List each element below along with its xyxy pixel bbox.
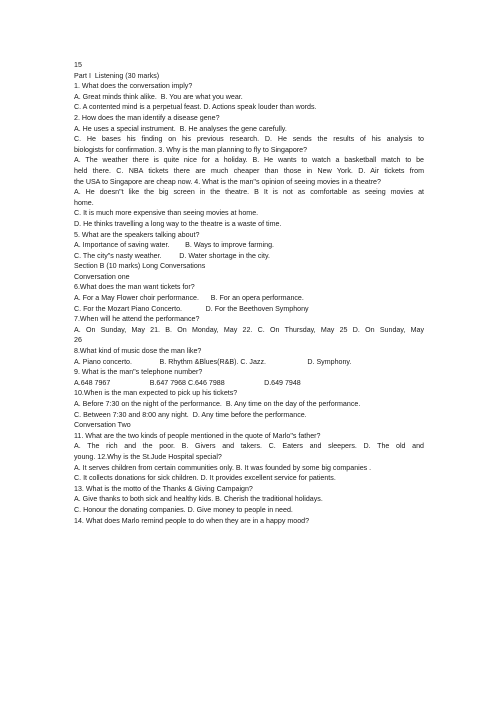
q7-options: A. On Sunday, May 21. B. On Monday, May 22. C. On Thursday, May 25 D. On Sunday, May — [74, 325, 424, 334]
part-heading: Part I Listening (30 marks) — [74, 71, 160, 80]
q10-options-cd: C. Between 7:30 and 8:00 any night. D. Any time before the performance. — [74, 410, 307, 419]
q9-options: A.648 7967 B.647 7968 C.646 7988 D.649 7948 — [74, 378, 301, 387]
question-5: 5. What are the speakers talking about? — [74, 230, 200, 239]
question-8: 8.What kind of music dose the man like? — [74, 347, 202, 356]
q8-options: A. Piano concerto. B. Rhythm &Blues(R&B). C. Jazz. D. Symphony. — [74, 357, 352, 366]
q1-options-ab: A. Great minds think alike. B. You are what you wear. — [74, 92, 243, 101]
q6-options-ab: A. For a May Flower choir performance. B. For an opera performance. — [74, 294, 304, 303]
page-number: 15 — [74, 61, 82, 69]
q7-options-end: 26 — [74, 336, 82, 345]
question-13: 13. What is the motto of the Thanks & Giving Campaign? — [74, 484, 253, 493]
q2-options-cd: C. He bases his finding on his previous research. D. He sends the results of his analysis to — [74, 135, 424, 144]
section-b-heading: Section B (10 marks) Long Conversations — [74, 262, 206, 271]
q5-options-ab: A. Importance of saving water. B. Ways to improve farming. — [74, 241, 275, 250]
document-body — [74, 60, 424, 526]
q11-options: A. The rich and the poor. B. Givers and takers. C. Eaters and sleepers. D. The old and — [74, 442, 424, 451]
question-11: 11. What are the two kinds of people mentioned in the quote of Marlo"s father? — [74, 431, 321, 440]
q4-option-c: C. It is much more expensive than seeing movies at home. — [74, 209, 259, 218]
q6-options-cd: C. For the Mozart Piano Concerto. D. For the Beethoven Symphony — [74, 304, 309, 313]
q4-option-b-end: home. — [74, 198, 94, 207]
conversation-two-heading: Conversation Two — [74, 421, 131, 430]
q2-options-ab: A. He uses a special instrument. B. He analyses the gene carefully. — [74, 124, 287, 133]
q10-options-ab: A. Before 7:30 on the night of the performance. B. Any time on the day of the performance. — [74, 400, 361, 408]
question-6: 6.What does the man want tickets for? — [74, 283, 195, 292]
q4-options-ab: A. He doesn"t like the big screen in the theatre. B It is not as comfortable as seeing movies at — [74, 188, 424, 197]
conversation-one-heading: Conversation one — [74, 272, 130, 281]
q3-options-ab: A. The weather there is quite nice for a holiday. B. He wants to watch a basketball match to be — [74, 156, 424, 165]
q13-options-ab: A. Give thanks to both sick and healthy kids. B. Cherish the traditional holidays. — [74, 495, 323, 504]
q13-options-cd: C. Honour the donating companies. D. Give money to people in need. — [74, 505, 293, 514]
question-7: 7.When will he attend the performance? — [74, 315, 200, 324]
q4-option-d: D. He thinks travelling a long way to the theatre is a waste of time. — [74, 219, 282, 228]
q12-options-cd: C. It collects donations for sick children. D. It provides excellent service for patients. — [74, 474, 336, 483]
question-2: 2. How does the man identify a disease gene? — [74, 113, 220, 122]
question-1: 1. What does the conversation imply? — [74, 82, 193, 91]
q1-options-cd: C. A contented mind is a perpetual feast. D. Actions speak louder than words. — [74, 103, 317, 112]
q11-end-question-12: young. 12.Why is the St.Jude Hospital special? — [74, 452, 222, 461]
q5-options-cd: C. The city"s nasty weather. D. Water shortage in the city. — [74, 251, 270, 260]
question-9: 9. What is the man"s telephone number? — [74, 368, 203, 377]
q3-continued-question-4: the USA to Singapore are cheap now. 4. What is the man"s opinion of seeing movies in a theatre? — [74, 177, 381, 186]
question-10: 10.When is the man expected to pick up his tickets? — [74, 389, 238, 398]
q2-continued-question-3: biologists for confirmation. 3. Why is the man planning to fly to Singapore? — [74, 145, 308, 154]
q12-options-ab: A. It serves children from certain communities only. B. It was founded by some big companies . — [74, 463, 372, 472]
q3-options-cd: held there. C. NBA tickets there are much cheaper than those in New York. D. Air tickets from — [74, 166, 424, 175]
question-14: 14. What does Marlo remind people to do when they are in a happy mood? — [74, 516, 310, 525]
